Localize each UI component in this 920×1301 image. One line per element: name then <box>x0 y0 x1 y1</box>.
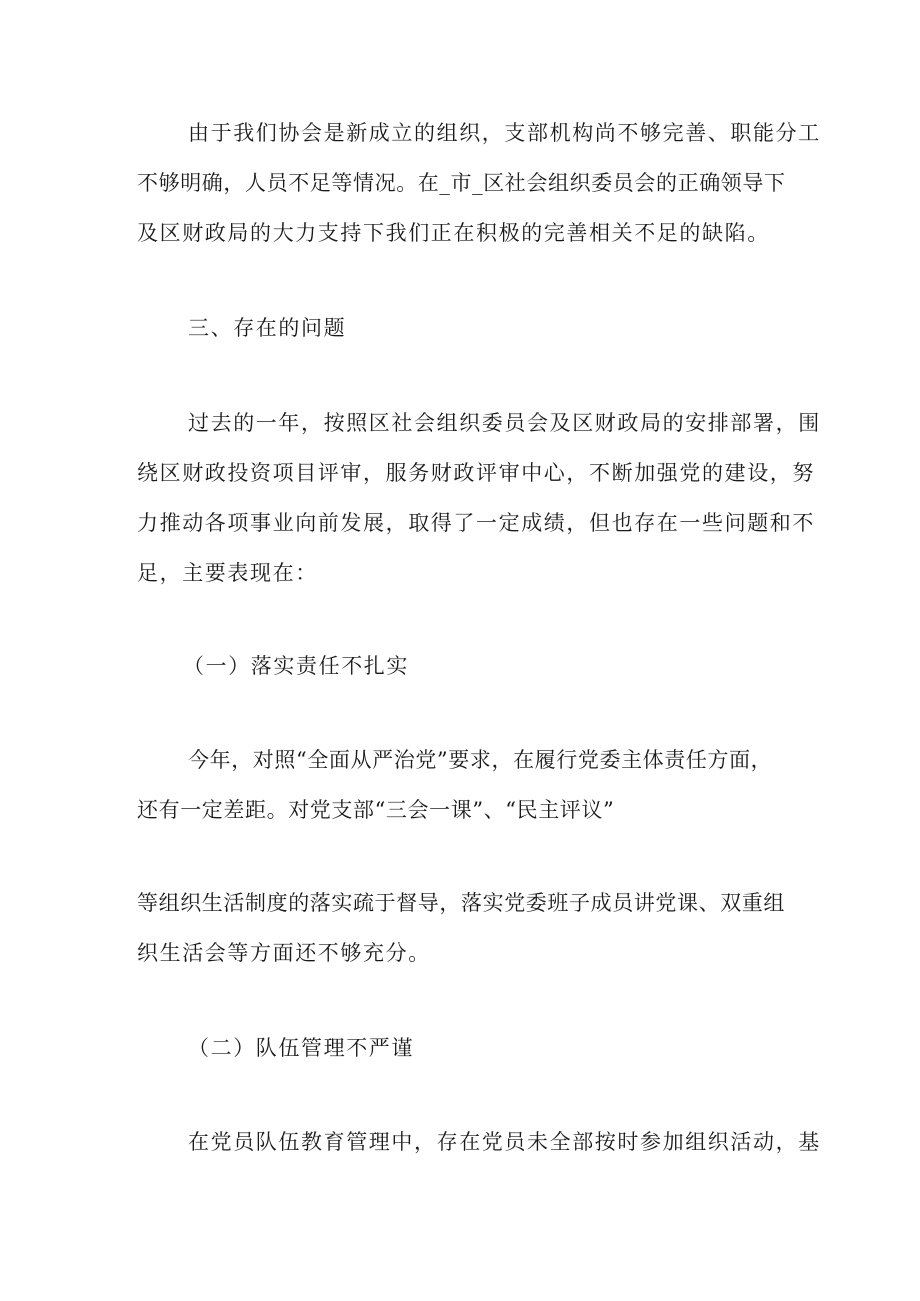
section-heading: 三、存在的问题 <box>188 316 347 340</box>
paragraph-line: 过去的一年，按照区社会组织委员会及区财政局的安排部署，围 <box>188 411 821 435</box>
paragraph-line: 还有一定差距。对党支部“三会一课”、“民主评议” <box>137 798 615 822</box>
paragraph-line: 及区财政局的大力支持下我们正在积极的完善相关不足的缺陷。 <box>137 221 770 245</box>
subsection-heading: （一）落实责任不扎实 <box>183 654 409 678</box>
paragraph-line: 织生活会等方面还不够充分。 <box>137 941 431 965</box>
paragraph-line: 不够明确，人员不足等情况。在_市_区社会组织委员会的正确领导下 <box>137 171 786 195</box>
paragraph-line: 由于我们协会是新成立的组织，支部机构尚不够完善、职能分工 <box>188 121 821 145</box>
paragraph-line: 在党员队伍教育管理中，存在党员未全部按时参加组织活动，基 <box>188 1130 821 1154</box>
subsection-heading: （二）队伍管理不严谨 <box>188 1036 414 1060</box>
paragraph-line: 足，主要表现在： <box>137 561 318 585</box>
paragraph-line: 绕区财政投资项目评审，服务财政评审中心，不断加强党的建设，努 <box>137 461 815 485</box>
paragraph-line: 等组织生活制度的落实疏于督导，落实党委班子成员讲党课、双重组 <box>137 891 785 915</box>
paragraph-line: 力推动各项事业向前发展，取得了一定成绩，但也存在一些问题和不 <box>137 511 815 535</box>
paragraph-line: 今年，对照“全面从严治党”要求，在履行党委主体责任方面， <box>188 748 773 772</box>
